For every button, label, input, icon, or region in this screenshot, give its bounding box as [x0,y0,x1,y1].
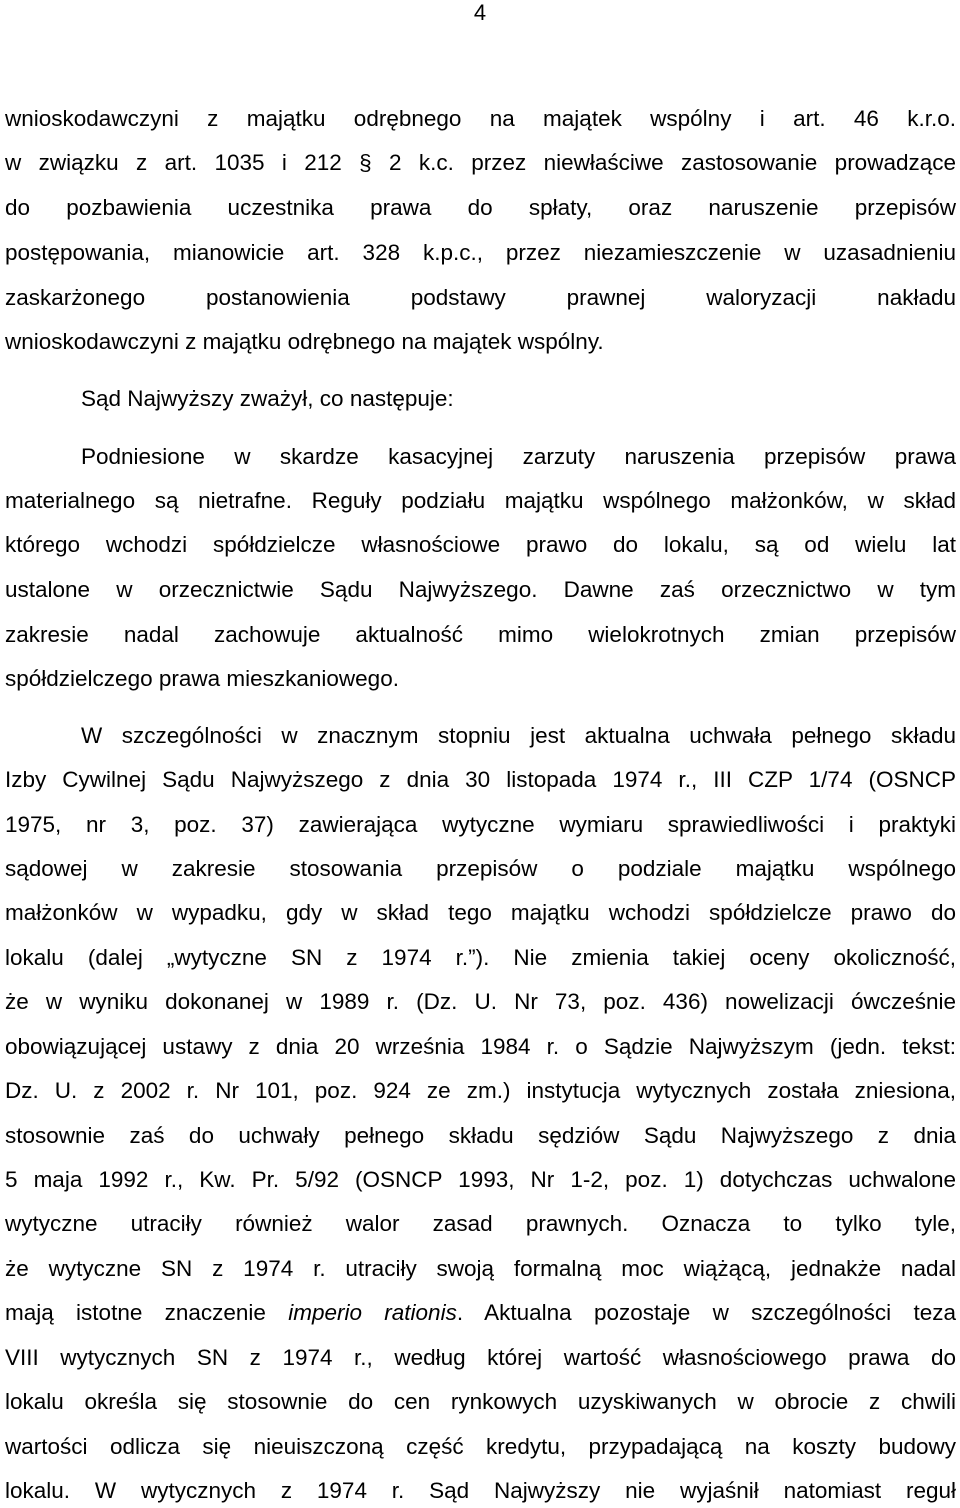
text-line: lokalu. W wytycznych z 1974 r. Sąd Najwyższy nie wyjaśnił natomiast reguł [5,1478,956,1503]
text-line [5,1298,956,1328]
text-line: zaskarżonego postanowienia podstawy prawnej waloryzacji nakładu [5,285,956,310]
text-line: w związku z art. 1035 i 212 § 2 k.c. przez niewłaściwe zastosowanie prowadzące [5,150,956,175]
italic-phrase: imperio rationis [288,1300,457,1325]
text-line: wnioskodawczyni z majątku odrębnego na majątek wspólny i art. 46 k.r.o. [5,106,956,131]
text-line: 5 maja 1992 r., Kw. Pr. 5/92 (OSNCP 1993, Nr 1-2, poz. 1) dotychczas uchwalone [5,1167,956,1192]
text-line: VIII wytycznych SN z 1974 r., według której wartość własnościowego prawa do [5,1345,956,1370]
text-line: sądowej w zakresie stosowania przepisów o podziale majątku wspólnego [5,856,956,881]
text-line: do pozbawienia uczestnika prawa do spłaty, oraz naruszenie przepisów [5,195,956,220]
text-line: że w wyniku dokonanej w 1989 r. (Dz. U. Nr 73, poz. 436) nowelizacji ówcześnie [5,989,956,1014]
text-line: ustalone w orzecznictwie Sądu Najwyższego. Dawne zaś orzecznictwo w tym [5,577,956,602]
text-line: lokalu określa się stosownie do cen rynkowych uzyskiwanych w obrocie z chwili [5,1389,956,1414]
text-line: którego wchodzi spółdzielcze własnościowe prawo do lokalu, są od wielu lat [5,532,956,557]
text-line: obowiązującej ustawy z dnia 20 września 1984 r. o Sądzie Najwyższym (jedn. tekst: [5,1034,956,1059]
text-line: wytyczne utraciły również walor zasad prawnych. Oznacza to tylko tyle, [5,1211,956,1236]
text-line: spółdzielczego prawa mieszkaniowego. [5,666,399,691]
text-line: wartości odlicza się nieuiszczoną część kredytu, przypadającą na koszty budowy [5,1434,956,1459]
text-segment: . Aktualna pozostaje w szczególności teza [456,1300,956,1325]
text-line: że wytyczne SN z 1974 r. utraciły swoją formalną moc wiążącą, jednakże nadal [5,1256,956,1281]
section-heading: Sąd Najwyższy zważył, co następuje: [81,386,454,411]
text-line: stosownie zaś do uchwały pełnego składu sędziów Sądu Najwyższego z dnia [5,1123,956,1148]
text-line: 1975, nr 3, poz. 37) zawierająca wytyczne wymiaru sprawiedliwości i praktyki [5,812,956,837]
text-line: materialnego są nietrafne. Reguły podziału majątku wspólnego małżonków, w skład [5,488,956,513]
text-line: Podniesione w skardze kasacyjnej zarzuty naruszenia przepisów prawa [81,444,956,469]
text-line: małżonków w wypadku, gdy w skład tego majątku wchodzi spółdzielcze prawo do [5,900,956,925]
page-number: 4 [473,0,487,25]
text-segment: mają istotne znaczenie [5,1300,289,1325]
text-line: Dz. U. z 2002 r. Nr 101, poz. 924 ze zm.) instytucja wytycznych została zniesiona, [5,1078,956,1103]
text-line: lokalu (dalej „wytyczne SN z 1974 r.”). Nie zmienia takiej oceny okoliczność, [5,945,956,970]
text-line: wnioskodawczyni z majątku odrębnego na majątek wspólny. [5,329,604,354]
text-line: postępowania, mianowicie art. 328 k.p.c., przez niezamieszczenie w uzasadnieniu [5,240,956,265]
text-line: zakresie nadal zachowuje aktualność mimo wielokrotnych zmian przepisów [5,622,956,647]
text-line: Izby Cywilnej Sądu Najwyższego z dnia 30 listopada 1974 r., III CZP 1/74 (OSNCP [5,767,956,792]
text-line: W szczególności w znacznym stopniu jest aktualna uchwała pełnego składu [81,723,956,748]
